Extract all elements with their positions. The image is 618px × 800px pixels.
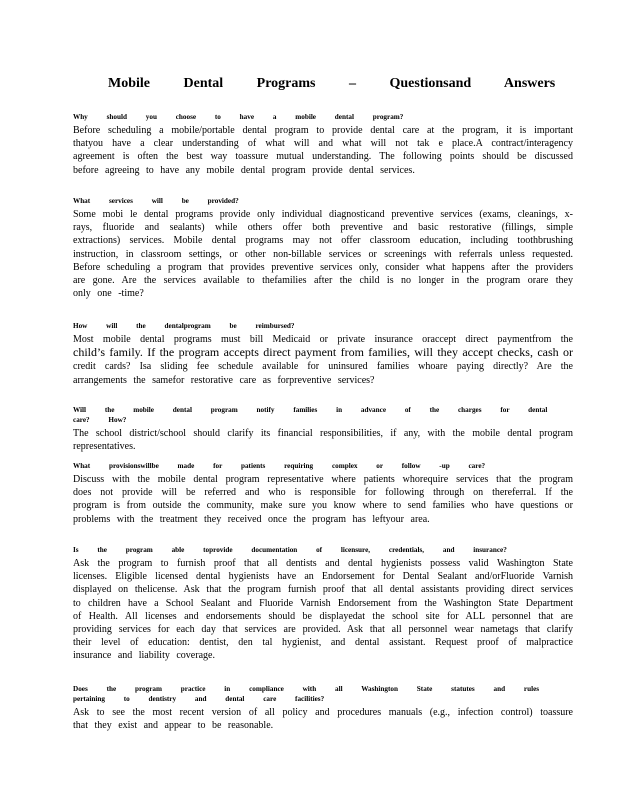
answer-text: Before scheduling a mobile/portable dental program to provide dental care at the program, it is important thatyou have a clear understanding of what will and what will not tak e place.A contract/interagency agreement is often the best way toassure mutual understanding. The following points should be discussed before agreeing to have any mobile dental program provide dental services.	[73, 125, 573, 176]
question-heading: Does the program practice in compliance with all Washington State statutes and rules pertaining to dentistry and dental care facilities?	[73, 685, 540, 703]
answer-text: The school district/school should clarify its financial responsibilities, if any, with the mobile dental program representatives.	[73, 428, 573, 453]
qa-section-why-choose	[73, 112, 573, 177]
qa-section-licensure	[73, 545, 573, 663]
answer-text-part: Most mobile dental programs must bill Medicaid or private insurance oraccept direct paymentfrom the	[73, 334, 573, 345]
question-heading: Will the mobile dental program notify families in advance of the charges for dental care? How?	[73, 406, 548, 424]
answer-text: Some mobi le dental programs provide only individual diagnosticand preventive services (exams, cleanings, x-rays, fluoride and sealants) while others offer both preventive and basic restorative (fillings, simple extractions) services. Mobile dental programs may not offer classroom education, including toothbrushing instruction, in classroom settings, or other non-billable services or screenings with referrals unless requested. Before scheduling a program that provides preventive services only, consider what happens after the providers are gone. Are the services available to thefamilies after the child is no longer in the program orare they only one -time?	[73, 209, 573, 300]
question-heading: Is the program able toprovide documentation of licensure, credentials, and insurance?	[73, 546, 507, 554]
answer-text: Ask the program to furnish proof that all dentists and dental hygienists possess valid Washington State licenses. Eligible licensed dental hygienists have an Endorsement for Dental Sealant and/orFluoride Varnish displayed on thelicense. Ask that the program furnish proof that all dental assistants providing direct services to children have a School Sealant and Fluoride Varnish Endorsement from the Washington State Department of Health. All licenses and endorsements should be displayedat the school site for ALL personnel that are providing services for each day that services are provided. Ask that all personnel wear nametags that clarify their level of education: dentist, den tal hygienist, and dental assistant. Request proof of malpractice insurance and liability coverage.	[73, 558, 573, 662]
question-heading: How will the dentalprogram be reimbursed?	[73, 322, 295, 330]
qa-section-reimbursement	[73, 321, 573, 387]
answer-text-part: credit cards? Isa sliding fee schedule available for uninsured families whoare paying directly? Are the arrangements the samefor restorative care as forpreventive services?	[73, 361, 573, 386]
answer-text: Ask to see the most recent version of all policy and procedures manuals (e.g., infection control) toassure that they exist and appear to be reasonable.	[73, 707, 573, 732]
qa-section-services	[73, 196, 573, 300]
qa-section-notify-families	[73, 405, 573, 453]
question-heading: What services will be provided?	[73, 197, 239, 205]
qa-section-follow-up-care	[73, 461, 573, 526]
question-heading: What provisionswillbe made for patients requiring complex or follow -up care?	[73, 462, 486, 470]
page-title: Mobile Dental Programs – Questionsand Answers	[108, 76, 556, 91]
qa-section-compliance	[73, 684, 573, 732]
answer-text-emphasized: child’s family. If the program accepts direct payment from families, will they accept checks, cash or	[73, 345, 573, 360]
question-heading: Why should you choose to have a mobile dental program?	[73, 113, 404, 121]
answer-text: Discuss with the mobile dental program representative where patients whorequire services that the program does not provide will be referred and who is responsible for following through on thereferral. If the program is from outside the community, make sure you know where to send families who have questions or problems with the treatment they received once the program has leftyour area.	[73, 474, 573, 525]
answer-text	[73, 333, 573, 387]
